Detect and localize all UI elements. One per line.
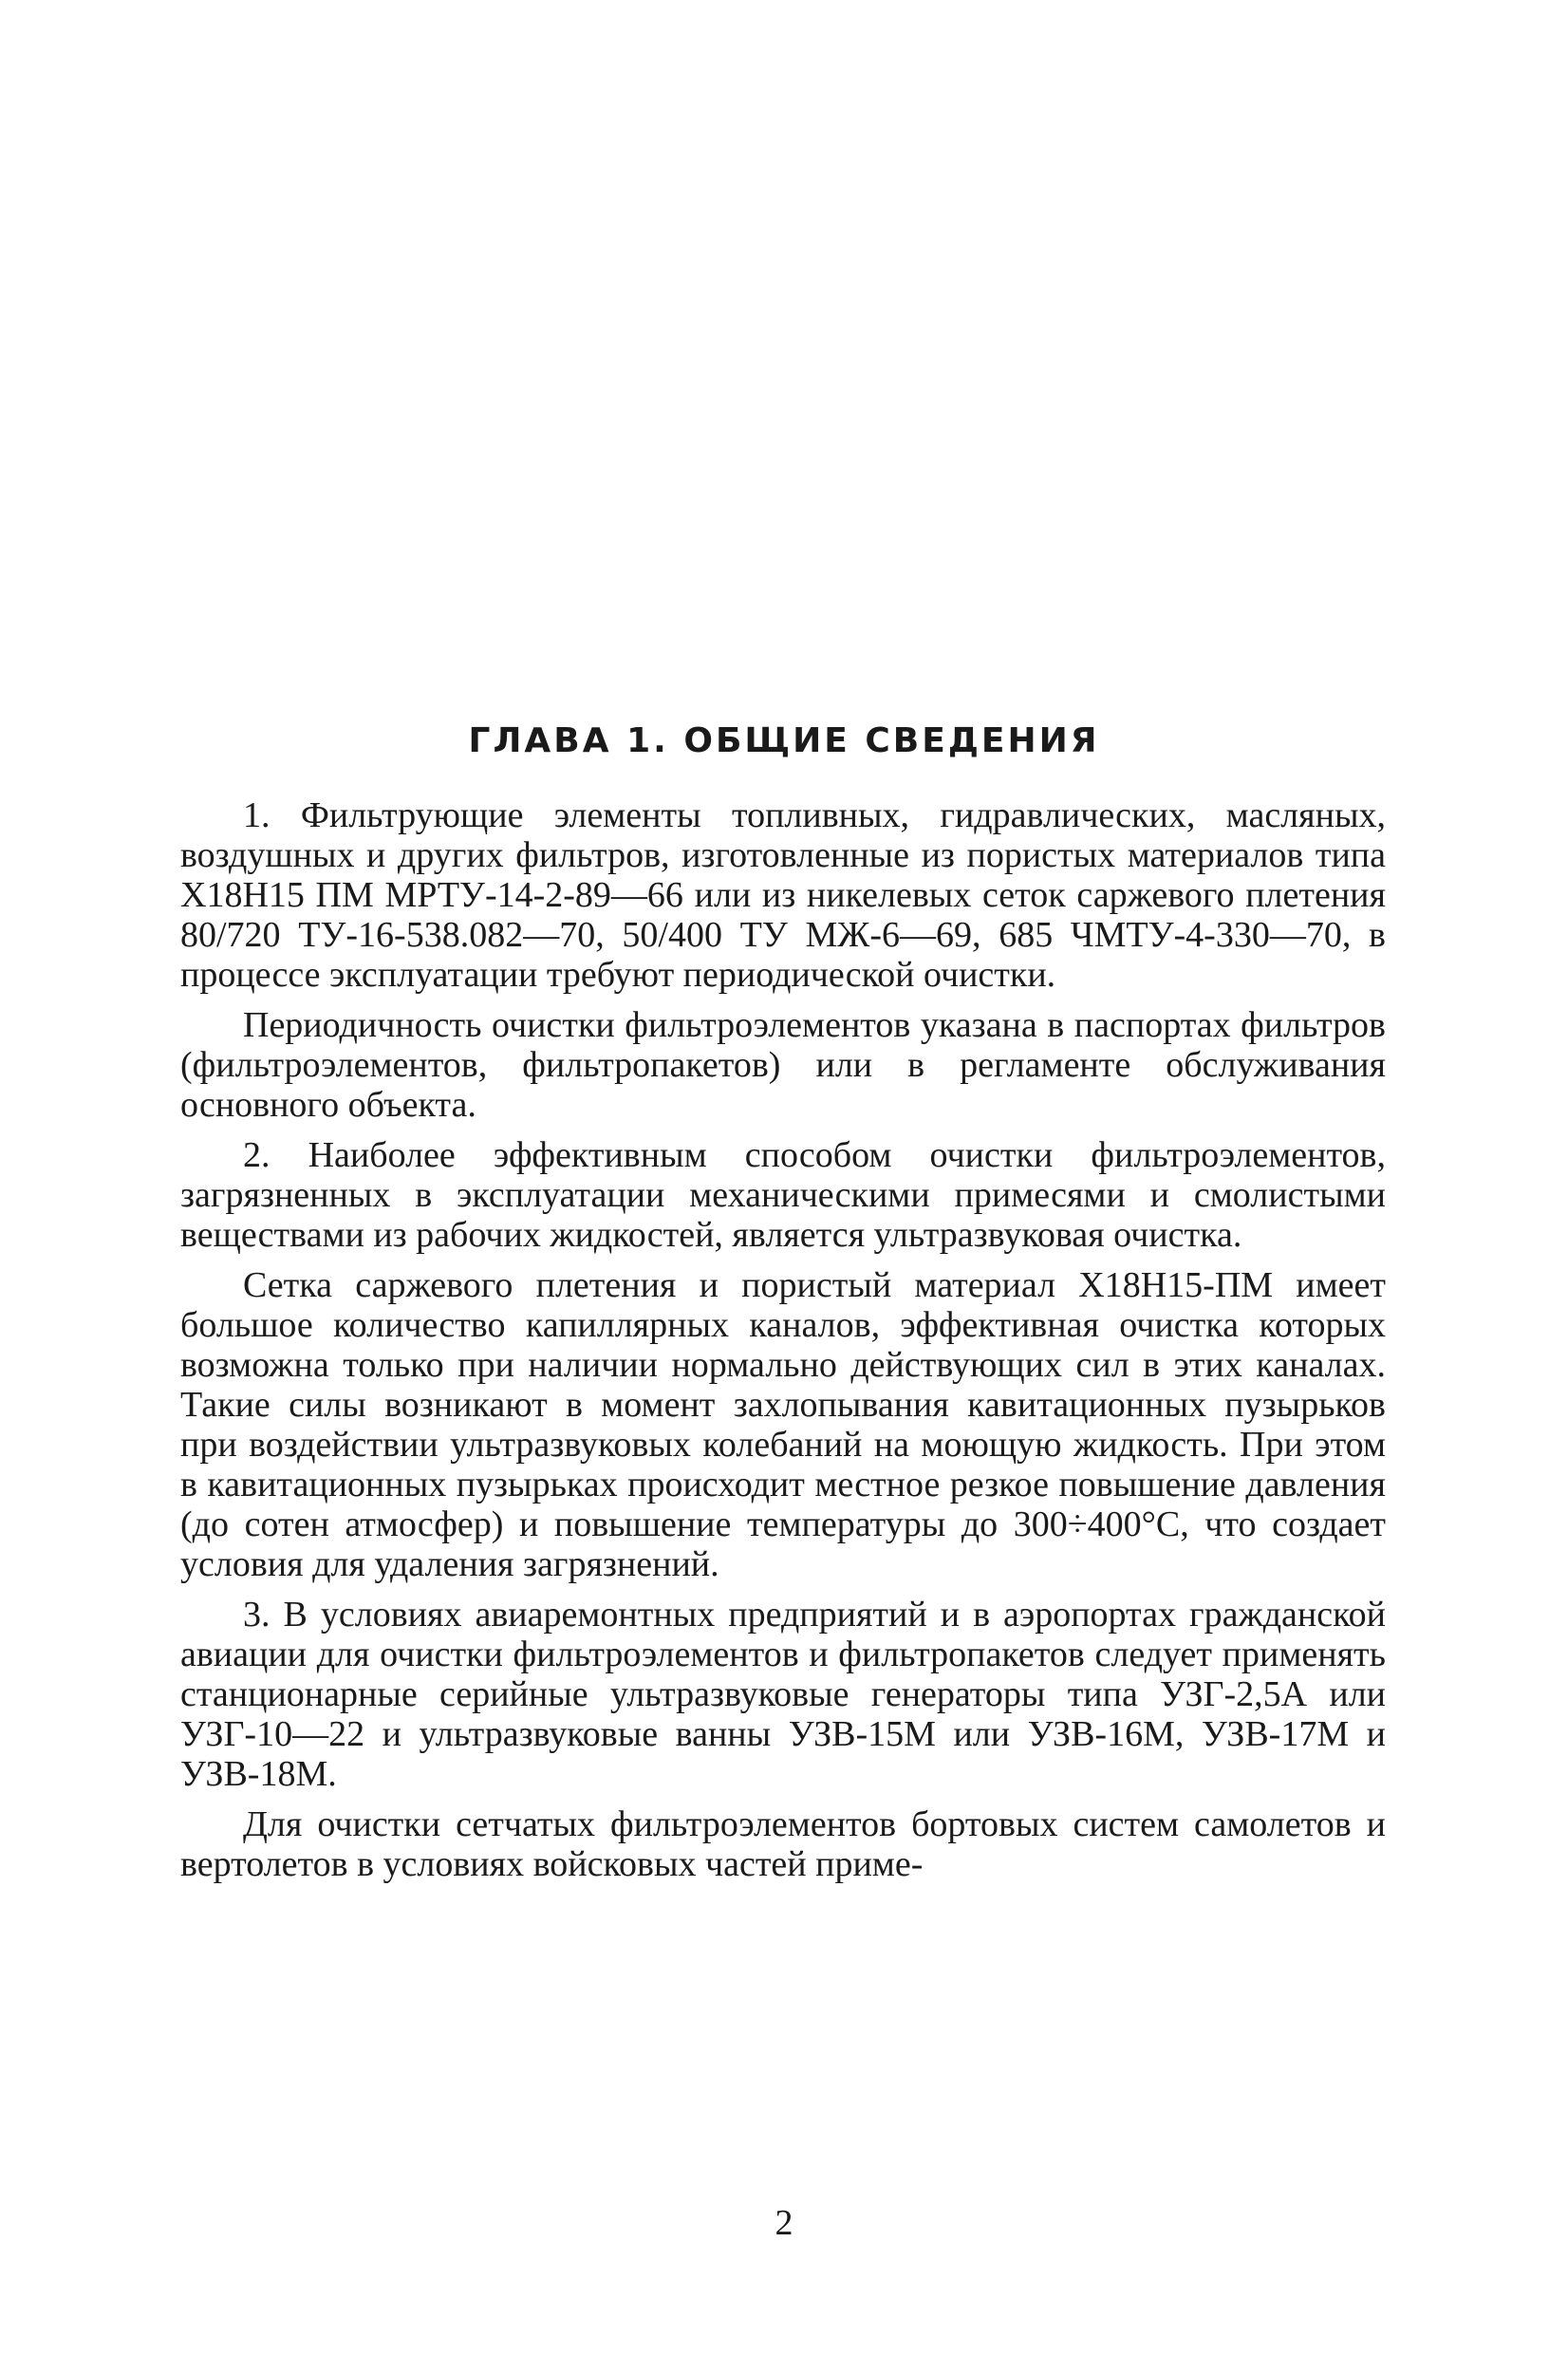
paragraph-6: Для очистки сетчатых фильтроэлементов бортовых систем самолетов и вертолетов в условиях войсковых частей приме- xyxy=(180,1804,1386,1884)
paragraph-4: Сетка саржевого плетения и пористый материал Х18Н15-ПМ имеет большое количество капиллярных каналов, эффективная очистка которых возможна только при наличии нормально действующих сил в этих каналах. Такие силы возникают в момент захлопывания кавитационных пузырьков при воздействии ультразвуковых колебаний на моющую жидкость. При этом в кавитационных пузырьках происходит местное резкое повышение давления (до сотен атмосфер) и повышение температуры до 300÷400°С, что создает условия для удаления загрязнений. xyxy=(180,1265,1386,1584)
paragraph-2: Периодичность очистки фильтроэлементов указана в паспортах фильтров (фильтроэлементов, фильтропакетов) или в регламенте обслуживания основного объекта. xyxy=(180,1005,1386,1125)
paragraph-1: 1. Фильтрующие элементы топливных, гидравлических, масляных, воздушных и других фильтров, изготовленные из пористых материалов типа Х18Н15 ПМ МРТУ-14-2-89—66 или из никелевых сеток саржевого плетения 80/720 ТУ-16-538.082—70, 50/400 ТУ МЖ-6—69, 685 ЧМТУ-4-330—70, в процессе эксплуатации требуют периодической очистки. xyxy=(180,795,1386,995)
paragraph-5: 3. В условиях авиаремонтных предприятий и в аэропортах гражданской авиации для очистки фильтроэлементов и фильтропакетов следует применять станционарные серийные ультразвуковые генераторы типа УЗГ-2,5А или УЗГ-10—22 и ультразвуковые ванны УЗВ-15М или УЗВ-16М, УЗВ-17М и УЗВ-18М. xyxy=(180,1595,1386,1794)
chapter-title: ГЛАВА 1. ОБЩИЕ СВЕДЕНИЯ xyxy=(468,721,1100,760)
body-text xyxy=(180,795,1386,1895)
paragraph-3: 2. Наиболее эффективным способом очистки фильтроэлементов, загрязненных в эксплуатации механическими примесями и смолистыми веществами из рабочих жидкостей, является ультразвуковая очистка. xyxy=(180,1135,1386,1255)
page-number: 2 xyxy=(775,2203,793,2243)
